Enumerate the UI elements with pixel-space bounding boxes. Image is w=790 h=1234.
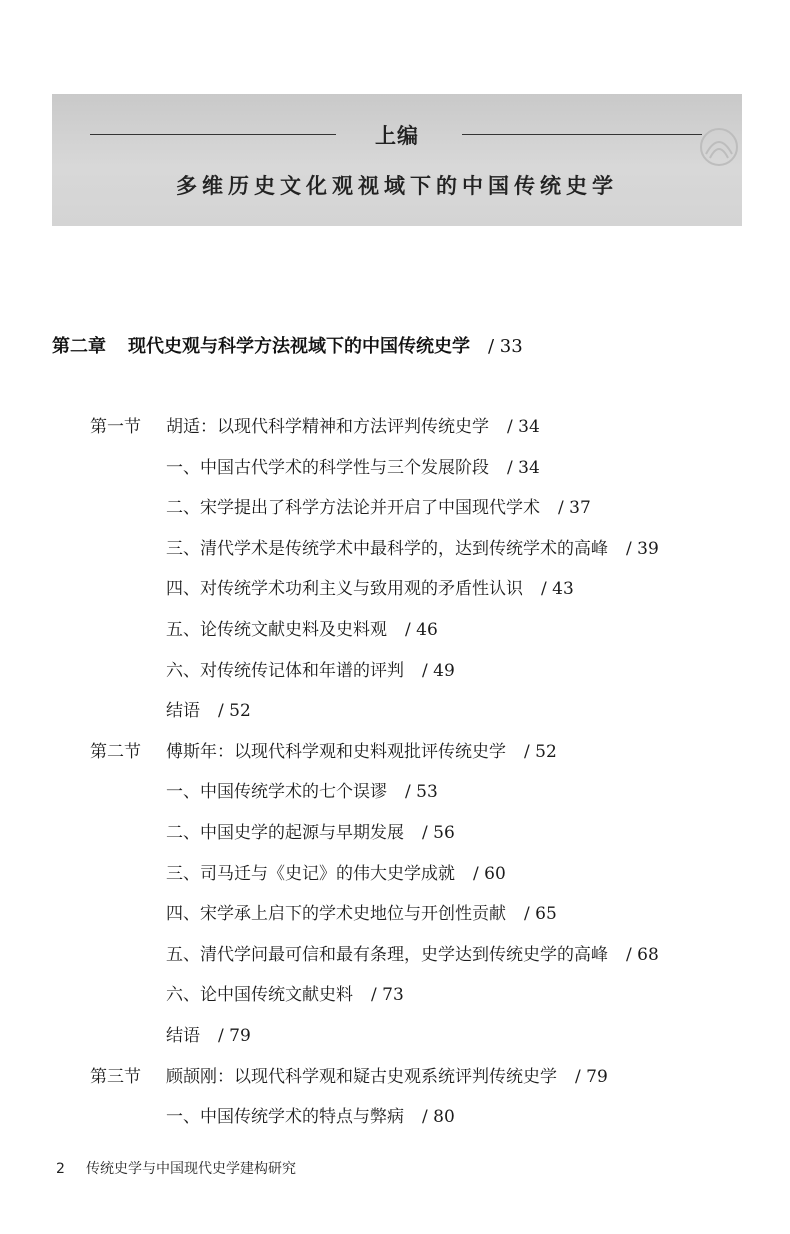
toc-subsection <box>166 777 438 802</box>
toc-subsection <box>166 940 659 965</box>
toc-subsection <box>166 656 455 681</box>
toc-entry-title: 胡适：以现代科学精神和方法评判传统史学 <box>166 417 489 437</box>
toc-section-number: 第三节 <box>90 1066 141 1087</box>
toc-entry-page: / 65 <box>524 904 557 925</box>
publisher-logo-icon <box>696 124 742 170</box>
toc-entry-page: / 43 <box>541 579 574 600</box>
toc-entry-title: 二、中国史学的起源与早期发展 <box>166 823 404 843</box>
toc-entry-title: 一、中国传统学术的七个误谬 <box>166 782 387 803</box>
toc-subsection <box>166 534 659 559</box>
toc-subsection <box>166 615 438 640</box>
toc-subsection <box>166 453 540 478</box>
toc-entry-page: / 73 <box>371 985 404 1006</box>
toc-entry-page: / 79 <box>218 1026 251 1046</box>
toc-entry-title: 四、宋学承上启下的学术史地位与开创性贡献 <box>166 904 506 925</box>
toc-entry-page: / 34 <box>507 457 540 478</box>
toc-entry-page: / 46 <box>405 620 438 640</box>
toc-entry-title: 结语 <box>166 701 200 722</box>
toc-entry-title: 六、对传统传记体和年谱的评判 <box>166 660 404 681</box>
part-heading: 上编 <box>375 124 419 148</box>
toc-entry-title: 三、清代学术是传统学术中最科学的，达到传统学术的高峰 <box>166 538 608 559</box>
toc-entry-title: 六、论中国传统文献史料 <box>166 985 353 1006</box>
chapter-heading <box>52 332 523 358</box>
toc-entry-title: 五、清代学问最可信和最有条理，史学达到传统史学的高峰 <box>166 944 608 965</box>
toc-entry-title: 顾颉刚：以现代科学观和疑古史观系统评判传统史学 <box>166 1066 557 1087</box>
toc-subsection <box>166 1021 251 1046</box>
toc-entry-page: / 39 <box>626 538 659 559</box>
toc-entry-title: 一、中国古代学术的科学性与三个发展阶段 <box>166 457 489 478</box>
toc-section-number: 第二节 <box>90 741 141 762</box>
page-number: 2 <box>56 1161 65 1177</box>
toc-entry-title: 五、论传统文献史料及史料观 <box>166 620 387 640</box>
toc-section <box>90 412 540 437</box>
part-banner <box>52 94 742 226</box>
chapter-number: 第二章 <box>52 336 106 357</box>
toc-entry-page: / 53 <box>405 782 438 803</box>
toc-entry-title: 四、对传统学术功利主义与致用观的矛盾性认识 <box>166 579 523 600</box>
toc-subsection <box>166 1102 455 1127</box>
toc-entry-page: / 52 <box>524 741 557 762</box>
toc-entry-page: / 56 <box>422 823 455 843</box>
toc-entry-title: 二、宋学提出了科学方法论并开启了中国现代学术 <box>166 498 540 519</box>
toc-entry-page: / 68 <box>626 944 659 965</box>
toc-subsection <box>166 980 404 1005</box>
toc-entry-page: / 60 <box>473 863 506 884</box>
toc-entry-page: / 52 <box>218 701 251 722</box>
toc-entry-page: / 49 <box>422 660 455 681</box>
chapter-title: 现代史观与科学方法视域下的中国传统史学 <box>128 336 470 357</box>
toc-entry-title: 傅斯年：以现代科学观和史料观批评传统史学 <box>166 741 506 762</box>
toc-subsection <box>166 859 506 884</box>
toc-section <box>90 1062 608 1087</box>
book-title: 传统史学与中国现代史学建构研究 <box>86 1161 296 1177</box>
chapter-page: / 33 <box>488 336 523 357</box>
toc-entry-page: / 34 <box>507 417 540 437</box>
running-footer <box>56 1158 296 1178</box>
toc-section <box>90 737 557 762</box>
toc-subsection <box>166 696 251 721</box>
toc-section-number: 第一节 <box>90 417 141 437</box>
toc-entry-page: / 79 <box>575 1066 608 1087</box>
toc-entry-title: 结语 <box>166 1026 200 1046</box>
part-title: 多维历史文化观视域下的中国传统史学 <box>176 174 618 198</box>
toc-subsection <box>166 818 455 843</box>
toc-subsection <box>166 493 591 518</box>
toc-entry-title: 三、司马迁与《史记》的伟大史学成就 <box>166 863 455 884</box>
toc-subsection <box>166 899 557 924</box>
toc-entry-page: / 80 <box>422 1107 455 1128</box>
toc-subsection <box>166 574 574 599</box>
toc-entry-title: 一、中国传统学术的特点与弊病 <box>166 1107 404 1128</box>
toc-entry-page: / 37 <box>558 498 591 519</box>
